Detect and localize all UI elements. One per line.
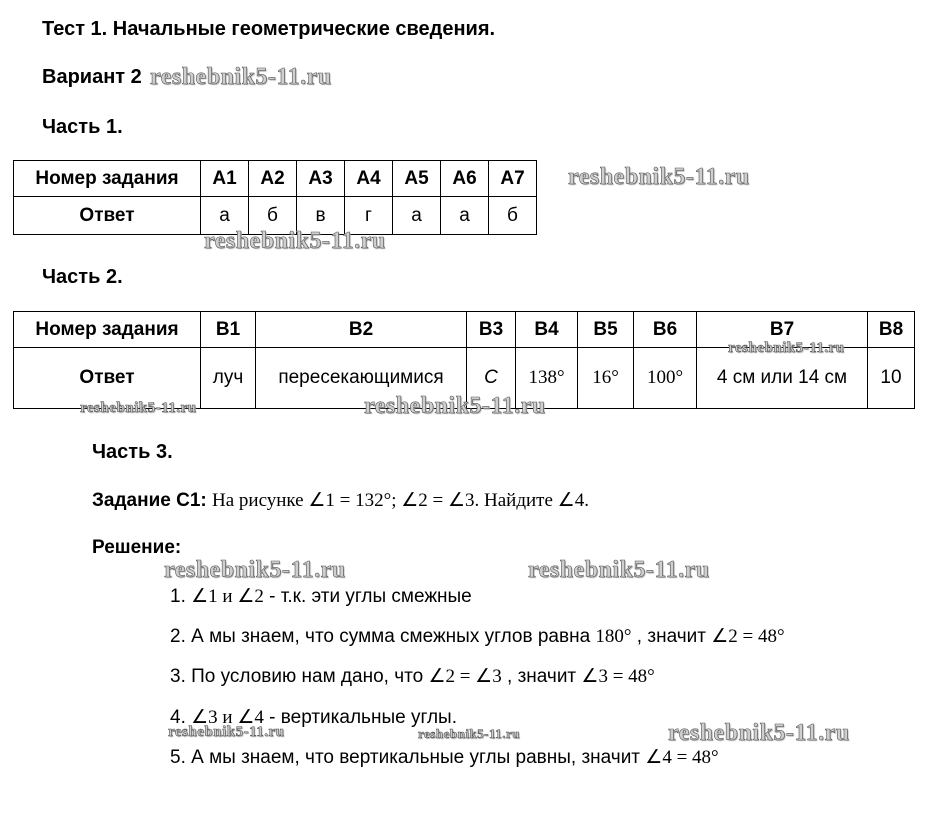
variant-label: Вариант 2 [42, 66, 142, 88]
step-math: 180° [595, 626, 632, 647]
part1-table [13, 160, 537, 235]
step-text: , значит [631, 626, 712, 647]
part2-task: В5 [578, 312, 634, 348]
part1-answer: б [489, 197, 537, 235]
page-title: Тест 1. Начальные геометрические сведения. [42, 18, 496, 40]
part1-header-row [14, 161, 537, 197]
part2-task: В4 [516, 312, 578, 348]
part2-answer: 10 [868, 348, 915, 409]
step-text: А мы знаем, что вертикальные углы равны, значит [191, 747, 646, 768]
part1-task: А6 [441, 161, 489, 197]
step-text: , значит [501, 666, 582, 687]
part2-answer: 16° [578, 348, 634, 409]
solution-label: Решение: [92, 537, 182, 558]
part2-task: В2 [256, 312, 467, 348]
watermark: reshebnik5-11.ru [528, 557, 710, 583]
part1-answer: а [441, 197, 489, 235]
part1-answer: в [297, 197, 345, 235]
part2-title: Часть 2. [42, 266, 123, 288]
step-number: 4. [170, 707, 186, 728]
task-c1-text: На рисунке ∠1 = 132°; ∠2 = ∠3. Найдите ∠4. [212, 490, 589, 511]
part1-task: А1 [201, 161, 249, 197]
watermark: reshebnik5-11.ru [80, 400, 197, 416]
step-number: 1. [170, 586, 186, 607]
step-text: - вертикальные углы. [263, 707, 457, 728]
watermark: reshebnik5-11.ru [168, 724, 285, 740]
step-number: 2. [170, 626, 186, 647]
part1-answer: б [249, 197, 297, 235]
watermark: reshebnik5-11.ru [728, 340, 845, 356]
watermark: reshebnik5-11.ru [364, 393, 546, 419]
step-math: ∠3 и ∠4 [191, 707, 264, 728]
step-text: По условию нам дано, что [191, 666, 429, 687]
part1-answer-label: Ответ [14, 197, 201, 235]
step-math: ∠2 = 48° [711, 626, 785, 647]
task-c1 [92, 489, 589, 512]
watermark: reshebnik5-11.ru [204, 228, 386, 254]
step-number: 3. [170, 666, 186, 687]
step-text: - т.к. эти углы смежные [263, 586, 472, 607]
part2-answer-label: Ответ [14, 348, 201, 409]
step-number: 5. [170, 747, 186, 768]
part2-task: В1 [201, 312, 256, 348]
watermark: reshebnik5-11.ru [668, 720, 850, 746]
part2-header-label: Номер задания [14, 312, 201, 348]
part1-header-label: Номер задания [14, 161, 201, 197]
part2-task: В3 [467, 312, 516, 348]
solution-step-5 [170, 746, 719, 769]
solution-step-1 [170, 585, 472, 608]
part2-answer: C [467, 348, 516, 409]
step-text: А мы знаем, что сумма смежных углов равна [191, 626, 596, 647]
part1-task: А5 [393, 161, 441, 197]
part2-answer: луч [201, 348, 256, 409]
watermark: reshebnik5-11.ru [568, 164, 750, 190]
part1-answer: а [201, 197, 249, 235]
task-c1-label: Задание С1: [92, 490, 207, 511]
part2-answer: пересекающимися [256, 348, 467, 409]
part3-title: Часть 3. [92, 441, 173, 463]
watermark: reshebnik5-11.ru [164, 557, 346, 583]
step-math: ∠4 = 48° [645, 747, 719, 768]
part2-task: В6 [634, 312, 697, 348]
watermark: reshebnik5-11.ru [150, 64, 332, 90]
part1-title: Часть 1. [42, 116, 123, 138]
part1-answer: а [393, 197, 441, 235]
part1-answer: г [345, 197, 393, 235]
step-math: ∠3 = 48° [581, 666, 655, 687]
part2-answer: 138° [516, 348, 578, 409]
step-math: ∠1 и ∠2 [191, 586, 264, 607]
part2-task: В8 [868, 312, 915, 348]
part1-task: А2 [249, 161, 297, 197]
solution-step-2 [170, 625, 785, 648]
part2-answer: 4 см или 14 см [697, 348, 868, 409]
solution-step-3 [170, 665, 655, 688]
step-math: ∠2 = ∠3 [428, 666, 502, 687]
part2-answer: 100° [634, 348, 697, 409]
part1-task: А7 [489, 161, 537, 197]
part1-task: А3 [297, 161, 345, 197]
watermark: reshebnik5-11.ru [418, 726, 521, 741]
part2-task: В7 [697, 312, 868, 348]
part1-task: А4 [345, 161, 393, 197]
